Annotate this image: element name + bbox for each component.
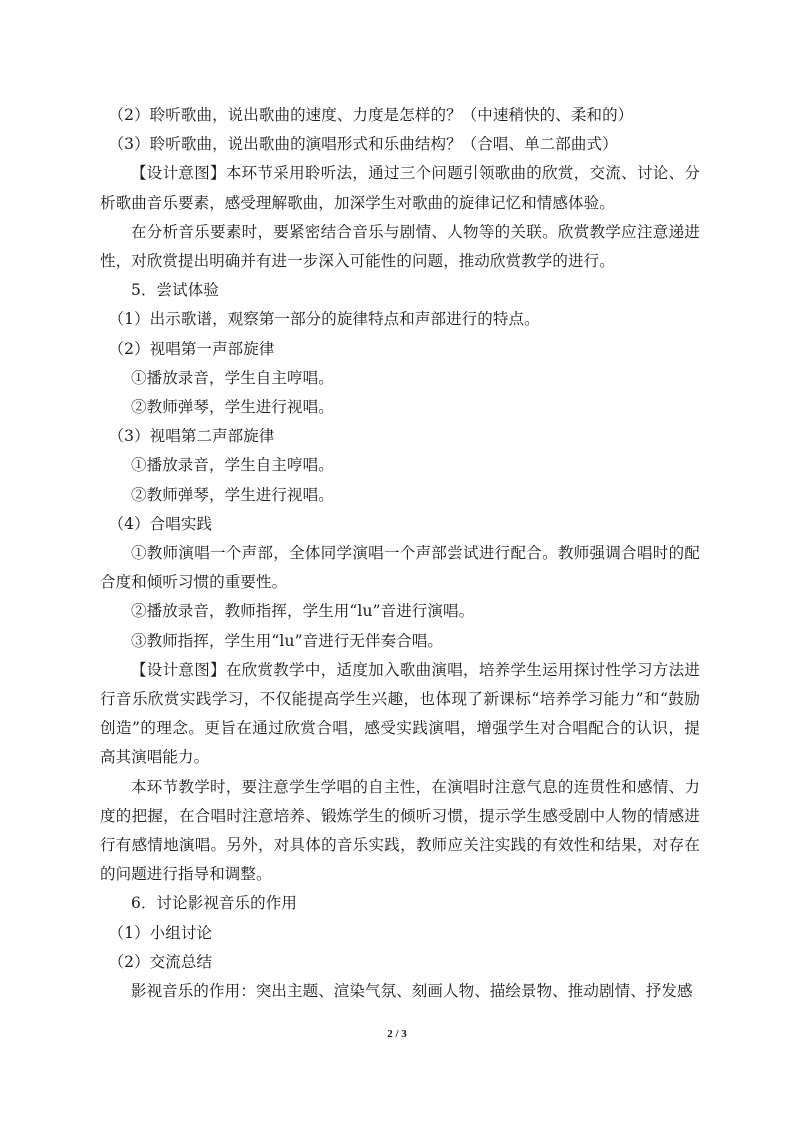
paragraph: （2）视唱第一声部旋律 (108, 339, 275, 358)
paragraph: ①播放录音，学生自主哼唱。 (131, 368, 334, 387)
paragraph: ②教师弹琴，学生进行视唱。 (131, 485, 334, 504)
paragraph: 6．讨论影视音乐的作用 (131, 894, 297, 913)
paragraph: ①播放录音，学生自主哼唱。 (131, 456, 334, 475)
paragraph: （1）出示歌谱，观察第一部分的旋律特点和声部进行的特点。 (108, 310, 540, 329)
paragraph: （1）小组讨论 (108, 923, 213, 942)
paragraph: ②播放录音，教师指挥，学生用“lu”音进行演唱。 (131, 602, 475, 621)
paragraph: ③教师指挥，学生用“lu”音进行无伴奏合唱。 (131, 631, 443, 650)
paragraph: 本环节教学时，要注意学生学唱的自主性，在演唱时注意气息的连贯性和感情、力度的把握，在合唱时注意培养、锻炼学生的倾听习惯，提示学生感受剧中人物的情感进行有感情地演唱。另外，对具体的音乐实践，教师应关注实践的有效性和结果，对存在的问题进行指导和调整。 (100, 777, 700, 884)
paragraph: 5．尝试体验 (131, 281, 219, 300)
document-body (100, 101, 700, 1006)
page-number: 2 / 3 (387, 1028, 407, 1040)
paragraph: 【设计意图】在欣赏教学中，适度加入歌曲演唱，培养学生运用探讨性学习方法进行音乐欣赏实践学习，不仅能提高学生兴趣，也体现了新课标“培养学习能力”和“鼓励创造”的理念。更旨在通过欣赏合唱，感受实践演唱，增强学生对合唱配合的认识，提高其演唱能力。 (100, 660, 700, 767)
paragraph: （2）交流总结 (108, 952, 213, 971)
paragraph: ①教师演唱一个声部，全体同学演唱一个声部尝试进行配合。教师强调合唱时的配合度和倾听习惯的重要性。 (100, 544, 700, 592)
paragraph: ②教师弹琴，学生进行视唱。 (131, 398, 334, 417)
paragraph: （3）聆听歌曲，说出歌曲的演唱形式和乐曲结构？（合唱、单二部曲式） (108, 135, 618, 154)
paragraph: （3）视唱第二声部旋律 (108, 427, 275, 446)
paragraph: 影视音乐的作用：突出主题、渲染气氛、刻画人物、描绘景物、推动剧情、抒发感 (131, 982, 693, 1001)
paragraph: （4）合唱实践 (108, 514, 213, 533)
paragraph: 在分析音乐要素时，要紧密结合音乐与剧情、人物等的关联。欣赏教学应注意递进性，对欣赏提出明确并有进一步深入可能性的问题，推动欣赏教学的进行。 (100, 222, 700, 271)
paragraph: （2）聆听歌曲，说出歌曲的速度、力度是怎样的？（中速稍快的、柔和的） (108, 106, 634, 124)
paragraph: 【设计意图】本环节采用聆听法，通过三个问题引领歌曲的欣赏，交流、讨论、分析歌曲音乐要素，感受理解歌曲，加深学生对歌曲的旋律记忆和情感体验。 (100, 164, 700, 212)
